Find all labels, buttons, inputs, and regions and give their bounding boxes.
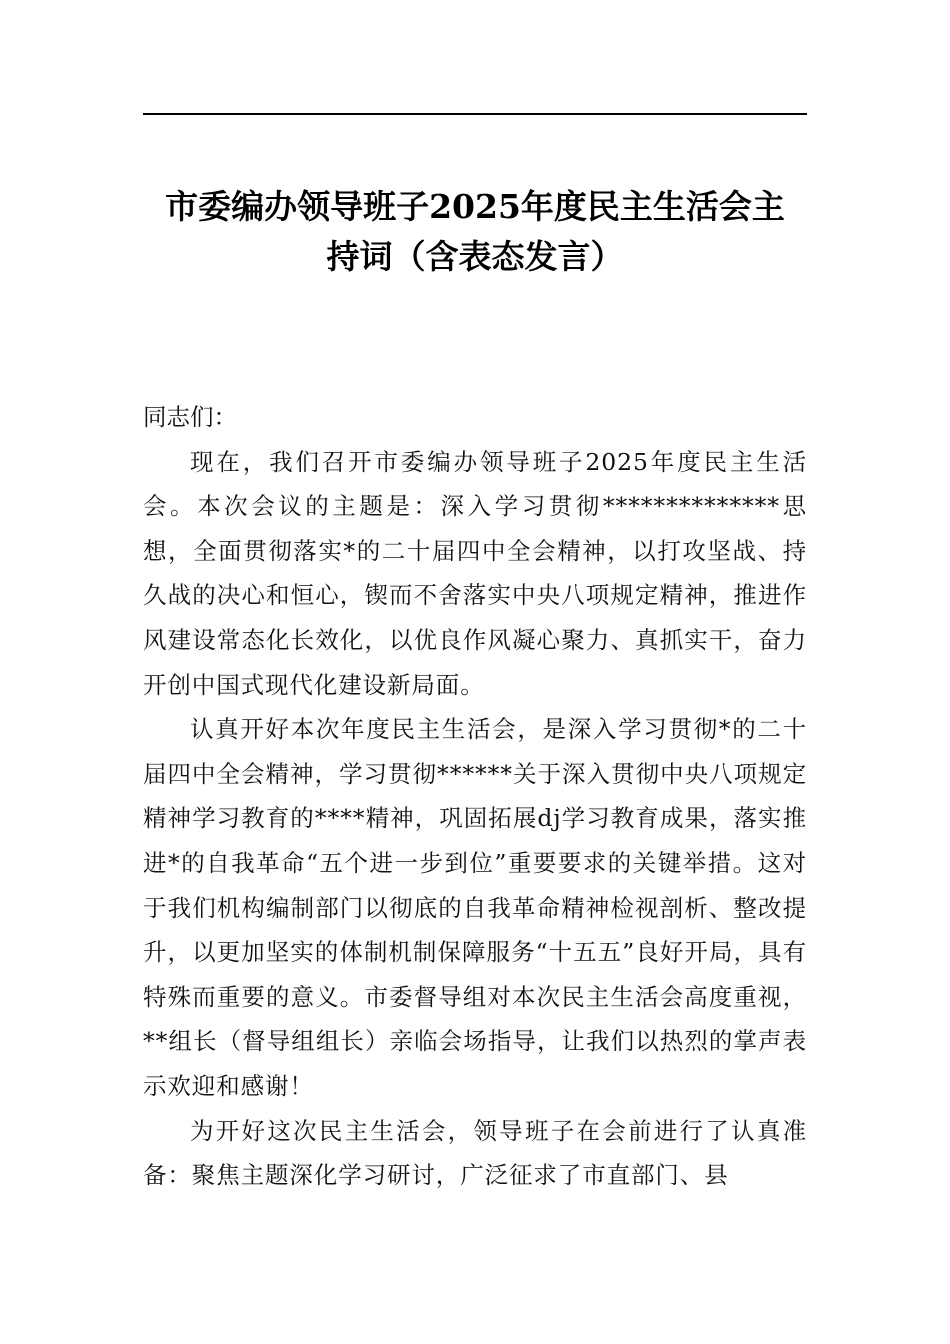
greeting: 同志们： xyxy=(143,403,237,431)
paragraph-1: 现在，我们召开市委编办领导班子2025年度民主生活会。本次会议的主题是：深入学习贯彻**************思想，全面贯彻落实*的二十届四中全会精神，以打攻坚战、持久战的决心和恒心，锲而不舍落实中央八项规定精神，推进作风建设常态化长效化，以优良作风凝心聚力、真抓实干，奋力开创中国式现代化建设新局面。 xyxy=(143,447,807,699)
document-title-line-2: 持词（含表态发言） xyxy=(326,237,624,276)
paragraph-2: 认真开好本次年度民主生活会，是深入学习贯彻*的二十届四中全会精神，学习贯彻******关于深入贯彻中央八项规定精神学习教育的****精神，巩固拓展dj学习教育成果，落实推进*的自我革命“五个进一步到位”重要要求的关键举措。这对于我们机构编制部门以彻底的自我革命精神检视剖析、整改提升，以更加坚实的体制机制保障服务“十五五”良好开局，具有特殊而重要的意义。市委督导组对本次民主生活会高度重视，**组长（督导组组长）亲临会场指导，让我们以热烈的掌声表示欢迎和感谢！ xyxy=(143,715,807,1100)
document-body xyxy=(143,395,807,1198)
paragraph-3: 为开好这次民主生活会，领导班子在会前进行了认真准备：聚焦主题深化学习研讨，广泛征求了市直部门、县 xyxy=(143,1116,807,1190)
document-title-line-1: 市委编办领导班子2025年度民主生活会主 xyxy=(165,187,785,226)
header-rule xyxy=(143,113,807,115)
